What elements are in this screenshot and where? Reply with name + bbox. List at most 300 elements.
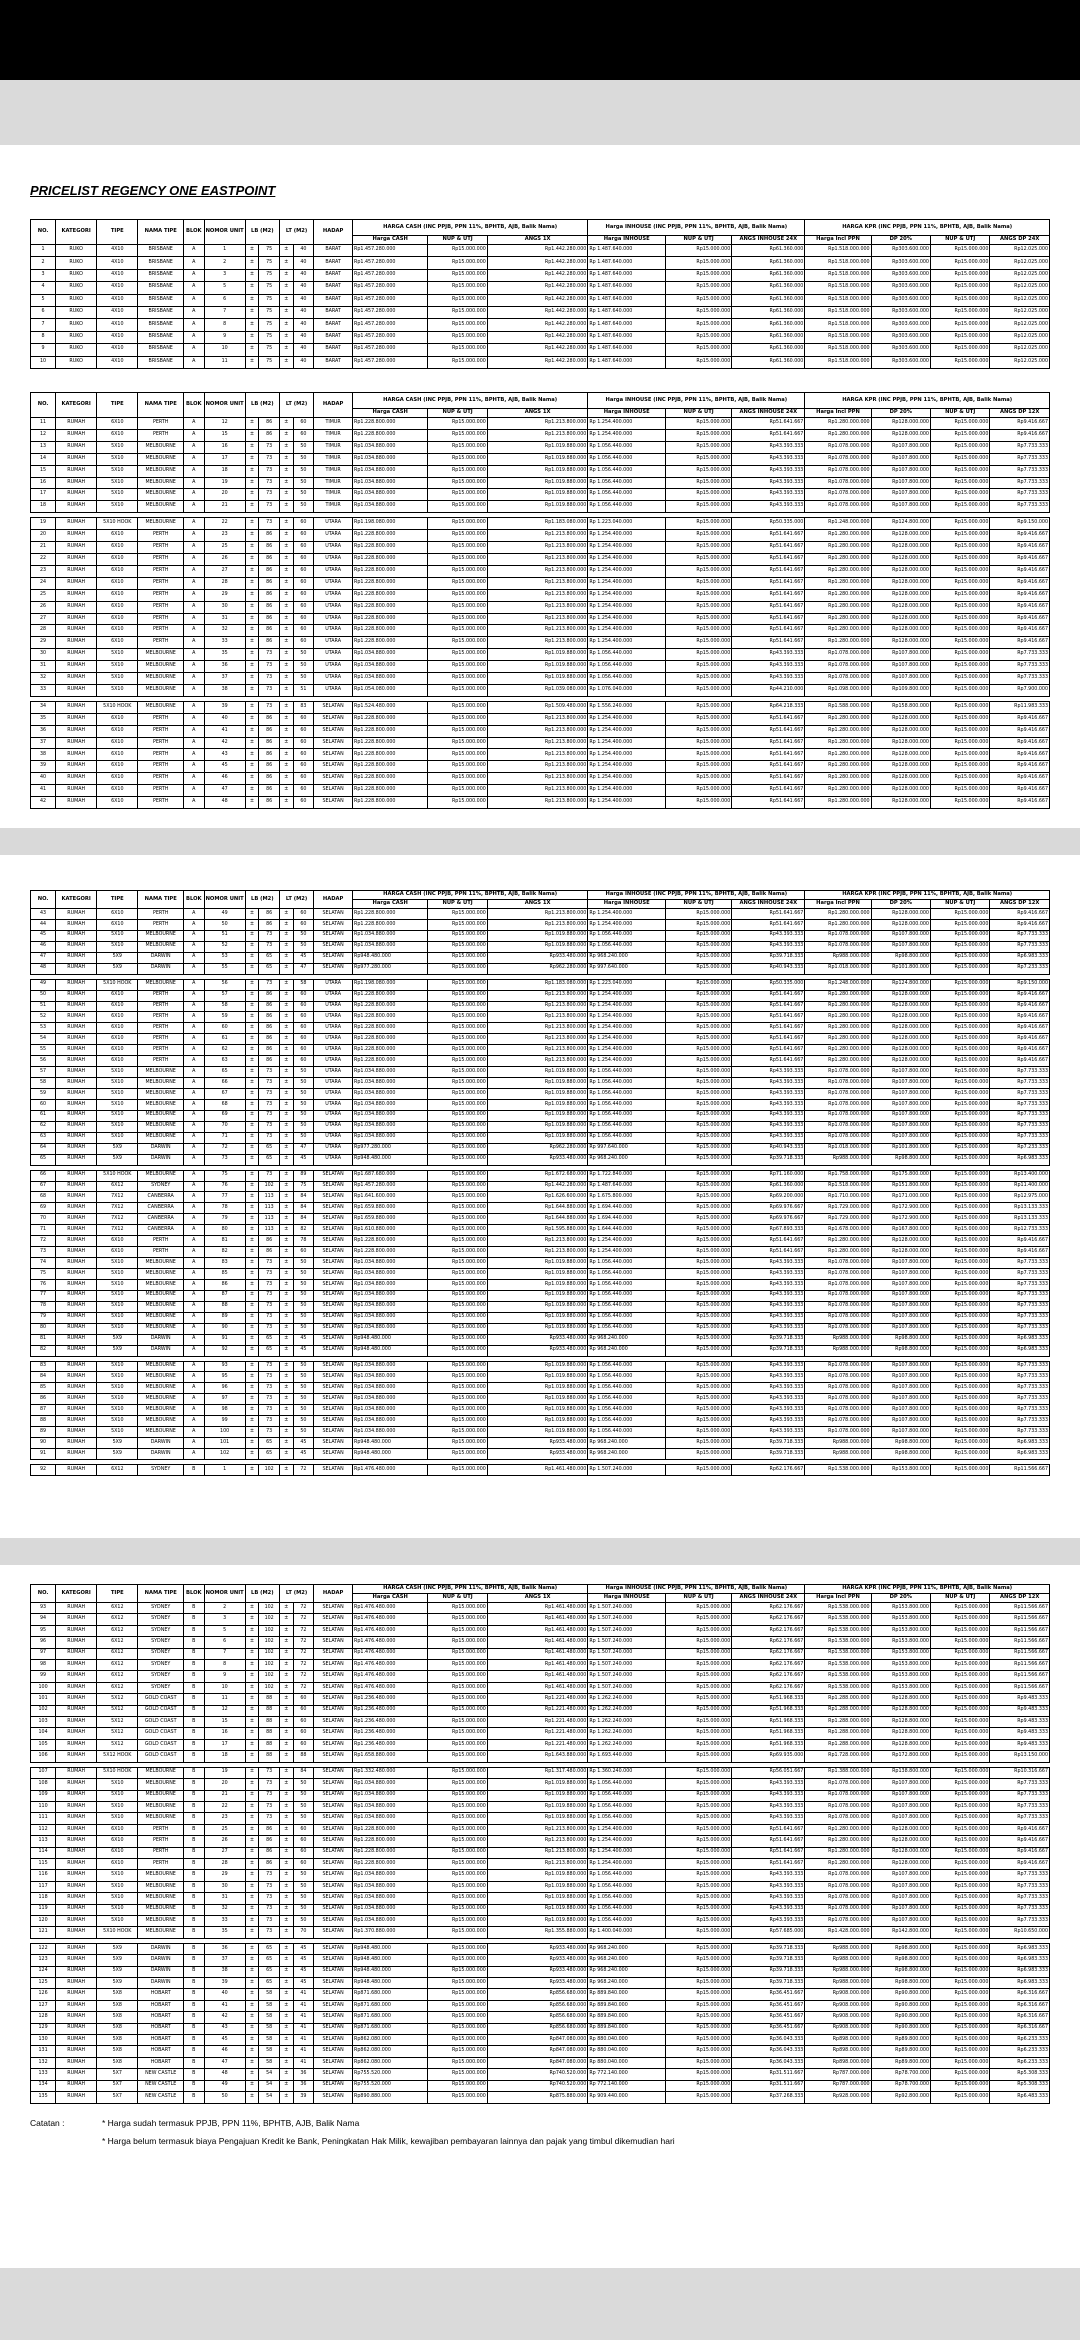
- table-cell: 60: [293, 785, 314, 797]
- table-cell: Rp15.000.000: [428, 1625, 487, 1636]
- table-cell: 69: [204, 1110, 245, 1121]
- table-cell: A: [184, 331, 205, 343]
- table-cell: Rp43.393.333: [732, 501, 805, 513]
- table-cell: Rp1.228.800.000: [353, 565, 428, 577]
- table-cell: Rp43.393.333: [732, 1904, 805, 1915]
- table-cell: Rp1.280.000.000: [805, 1056, 871, 1067]
- table-cell: Rp15.000.000: [428, 2000, 487, 2011]
- table-cell: UTARA: [314, 1121, 353, 1132]
- table-cell: PERTH: [138, 725, 184, 737]
- table-cell: Rp15.000.000: [931, 1836, 990, 1847]
- table-cell: MELBOURNE: [138, 1790, 184, 1801]
- table-cell: 75: [259, 356, 280, 368]
- table-cell: Rp15.000.000: [931, 2080, 990, 2091]
- table-cell: Rp 1.487.640.000: [588, 282, 666, 294]
- table-cell: Rp1.078.000.000: [805, 477, 871, 489]
- table-cell: A: [184, 1203, 205, 1214]
- table-cell: Rp1.078.000.000: [805, 1372, 871, 1383]
- table-cell: ±: [245, 1361, 259, 1372]
- table-cell: 45: [293, 1943, 314, 1954]
- table-cell: Rp107.800.000: [871, 941, 930, 952]
- table-cell: SYDNEY: [138, 1614, 184, 1625]
- table-cell: ±: [245, 1143, 259, 1154]
- table-cell: UTARA: [314, 613, 353, 625]
- table-cell: MELBOURNE: [138, 477, 184, 489]
- table-cell: Rp11.566.667: [990, 1648, 1050, 1659]
- table-cell: Rp1.034.880.000: [353, 489, 428, 501]
- table-cell: UTARA: [314, 1034, 353, 1045]
- table-cell: Rp1.019.880.000: [487, 1801, 588, 1812]
- table-cell: 60: [204, 1023, 245, 1034]
- table-cell: Rp51.641.667: [732, 565, 805, 577]
- table-cell: 23: [204, 530, 245, 542]
- table-cell: Rp15.000.000: [428, 684, 487, 696]
- table-cell: Rp948.480.000: [353, 1943, 428, 1954]
- table-cell: 41: [293, 2012, 314, 2023]
- table-cell: 45: [293, 1978, 314, 1989]
- table-cell: ±: [245, 1269, 259, 1280]
- table-cell: ±: [245, 1236, 259, 1247]
- table-cell: CANBERRA: [138, 1225, 184, 1236]
- table-cell: 39: [204, 1978, 245, 1989]
- table-cell: Rp1.213.800.000: [487, 737, 588, 749]
- table-cell: ±: [279, 1966, 293, 1977]
- table-cell: Rp15.000.000: [666, 990, 732, 1001]
- table-cell: 38: [31, 749, 56, 761]
- table-cell: 45: [293, 952, 314, 963]
- table-cell: Rp15.000.000: [666, 963, 732, 974]
- table-cell: ±: [279, 1682, 293, 1693]
- table-cell: ±: [245, 1625, 259, 1636]
- table-cell: Rp15.000.000: [666, 2023, 732, 2034]
- table-cell: ±: [279, 1694, 293, 1705]
- table-cell: ±: [245, 1824, 259, 1835]
- table-cell: Rp15.000.000: [666, 1904, 732, 1915]
- table-cell: ±: [245, 418, 259, 430]
- table-cell: 4X10: [97, 306, 138, 318]
- table-row: [31, 979, 1050, 990]
- table-cell: Rp98.800.000: [871, 1955, 930, 1966]
- table-cell: 73: [259, 1301, 280, 1312]
- table-cell: PERTH: [138, 1247, 184, 1258]
- table-cell: MELBOURNE: [138, 1416, 184, 1427]
- table-cell: Rp15.000.000: [666, 2000, 732, 2011]
- table-cell: BARAT: [314, 282, 353, 294]
- table-cell: Rp15.000.000: [931, 1943, 990, 1954]
- table-cell: SELATAN: [314, 1989, 353, 2000]
- table-cell: UTARA: [314, 1089, 353, 1100]
- table-cell: 50: [293, 1301, 314, 1312]
- table-cell: 86: [259, 589, 280, 601]
- table-cell: RUMAH: [56, 553, 97, 565]
- table-cell: 131: [31, 2046, 56, 2057]
- table-cell: Rp1.213.800.000: [487, 1824, 588, 1835]
- table-cell: 6X10: [97, 909, 138, 920]
- table-cell: ±: [245, 453, 259, 465]
- table-cell: SELATAN: [314, 1279, 353, 1290]
- table-cell: ±: [279, 1001, 293, 1012]
- table-cell: 5X10: [97, 1099, 138, 1110]
- table-cell: Rp1.034.880.000: [353, 1099, 428, 1110]
- table-cell: Rp1.280.000.000: [805, 1045, 871, 1056]
- table-cell: 7X12: [97, 1225, 138, 1236]
- table-cell: 47: [204, 2057, 245, 2068]
- table-cell: Rp1.280.000.000: [805, 418, 871, 430]
- table-cell: 5X10: [97, 1269, 138, 1280]
- table-cell: 5X9: [97, 1143, 138, 1154]
- table-cell: A: [184, 356, 205, 368]
- table-cell: 29: [31, 637, 56, 649]
- table-cell: A: [184, 1236, 205, 1247]
- table-cell: Rp51.641.667: [732, 1012, 805, 1023]
- table-cell: 4X10: [97, 245, 138, 257]
- table-cell: Rp15.000.000: [931, 2069, 990, 2080]
- table-cell: Rp1.078.000.000: [805, 1279, 871, 1290]
- table-cell: ±: [279, 2023, 293, 2034]
- table-cell: ±: [279, 331, 293, 343]
- table-cell: Rp107.800.000: [871, 453, 930, 465]
- table-cell: ±: [279, 1660, 293, 1671]
- table-cell: ±: [245, 1779, 259, 1790]
- table-cell: 73: [259, 930, 280, 941]
- table-cell: ±: [245, 2092, 259, 2104]
- table-cell: Rp1.538.000.000: [805, 1603, 871, 1614]
- table-cell: RUMAH: [56, 1955, 97, 1966]
- table-cell: 60: [293, 990, 314, 1001]
- table-cell: 86: [259, 637, 280, 649]
- table-cell: 5X9: [97, 1345, 138, 1356]
- table-cell: 60: [293, 418, 314, 430]
- table-cell: Rp1.034.880.000: [353, 1801, 428, 1812]
- table-cell: ±: [279, 1893, 293, 1904]
- table-cell: 6X12: [97, 1637, 138, 1648]
- table-cell: Rp51.641.667: [732, 761, 805, 773]
- table-cell: Rp 1.254.400.000: [588, 613, 666, 625]
- table-cell: 88: [31, 1416, 56, 1427]
- table-cell: Rp43.393.333: [732, 1813, 805, 1824]
- table-cell: SELATAN: [314, 1345, 353, 1356]
- table-cell: Rp1.213.800.000: [487, 637, 588, 649]
- table-cell: RUMAH: [56, 713, 97, 725]
- table-cell: 4: [31, 282, 56, 294]
- table-cell: Rp128.000.000: [871, 1034, 930, 1045]
- table-cell: Rp11.566.667: [990, 1603, 1050, 1614]
- table-cell: Rp1.461.480.000: [487, 1648, 588, 1659]
- table-cell: RUKO: [56, 306, 97, 318]
- table-cell: Rp933.480.000: [487, 952, 588, 963]
- table-cell: Rp898.000.000: [805, 2046, 871, 2057]
- table-cell: HOBART: [138, 2057, 184, 2068]
- table-cell: Rp7.733.333: [990, 1312, 1050, 1323]
- table-cell: Rp39.718.333: [732, 1345, 805, 1356]
- table-cell: 40: [293, 306, 314, 318]
- table-cell: 116: [31, 1870, 56, 1881]
- table-cell: Rp1.034.880.000: [353, 501, 428, 513]
- table-cell: 5X8: [97, 2000, 138, 2011]
- table-cell: 6: [31, 306, 56, 318]
- table-cell: 45: [204, 761, 245, 773]
- table-cell: Rp1.476.480.000: [353, 1614, 428, 1625]
- table-cell: 76: [31, 1279, 56, 1290]
- table-cell: 31: [204, 613, 245, 625]
- table-cell: 36: [31, 725, 56, 737]
- table-row: [31, 453, 1050, 465]
- table-cell: ±: [279, 1847, 293, 1858]
- table-cell: ±: [245, 625, 259, 637]
- table-cell: Rp43.393.333: [732, 1067, 805, 1078]
- table-cell: Rp 1.056.440.000: [588, 1394, 666, 1405]
- table-cell: Rp6.316.667: [990, 1989, 1050, 2000]
- table-row: [31, 2023, 1050, 2034]
- table-cell: 36: [293, 2069, 314, 2080]
- table-row: [31, 1279, 1050, 1290]
- table-cell: SELATAN: [314, 1290, 353, 1301]
- table-cell: RUMAH: [56, 1694, 97, 1705]
- table-cell: Rp 968.240.000: [588, 1943, 666, 1954]
- table-cell: Rp1.280.000.000: [805, 589, 871, 601]
- table-cell: UTARA: [314, 577, 353, 589]
- table-cell: GOLD COAST: [138, 1751, 184, 1762]
- table-cell: Rp1.641.600.000: [353, 1192, 428, 1203]
- table-cell: ±: [245, 1751, 259, 1762]
- table-cell: 65: [259, 1966, 280, 1977]
- table-cell: Rp9.416.667: [990, 418, 1050, 430]
- table-cell: Rp15.000.000: [931, 565, 990, 577]
- table-cell: Rp 968.240.000: [588, 952, 666, 963]
- table-cell: PERTH: [138, 1236, 184, 1247]
- table-cell: Rp1.280.000.000: [805, 761, 871, 773]
- table-row: [31, 737, 1050, 749]
- table-row: [31, 1449, 1050, 1460]
- col-header-harga-incl-ppn: Harga Incl PPN: [805, 236, 871, 245]
- table-cell: Rp15.000.000: [931, 1301, 990, 1312]
- table-cell: RUMAH: [56, 625, 97, 637]
- group-header-kpr: HARGA KPR (INC PPJB, PPN 11%, BPHTB, AJB, Balik Nama): [805, 891, 1050, 900]
- table-cell: 22: [204, 1801, 245, 1812]
- table-cell: Rp15.000.000: [931, 1345, 990, 1356]
- table-cell: ±: [245, 282, 259, 294]
- table-cell: Rp107.800.000: [871, 489, 930, 501]
- table-cell: Rp1.034.880.000: [353, 1290, 428, 1301]
- table-cell: Rp15.000.000: [666, 773, 732, 785]
- table-cell: Rp15.000.000: [428, 673, 487, 685]
- table-cell: 15: [31, 465, 56, 477]
- table-cell: Rp15.000.000: [666, 489, 732, 501]
- table-cell: Rp1.034.880.000: [353, 441, 428, 453]
- table-cell: ±: [245, 501, 259, 513]
- table-cell: Rp15.000.000: [666, 418, 732, 430]
- table-cell: SELATAN: [314, 1978, 353, 1989]
- table-cell: 100: [204, 1427, 245, 1438]
- table-cell: 40: [293, 245, 314, 257]
- table-row: [31, 331, 1050, 343]
- table-cell: 41: [293, 2035, 314, 2046]
- table-cell: 60: [293, 1034, 314, 1045]
- table-cell: Rp1.236.480.000: [353, 1728, 428, 1739]
- table-cell: Rp1.228.800.000: [353, 797, 428, 809]
- table-cell: Rp153.800.000: [871, 1660, 930, 1671]
- table-cell: ±: [245, 1247, 259, 1258]
- table-row: [31, 1464, 1050, 1475]
- table-row: [31, 673, 1050, 685]
- table-cell: Rp15.000.000: [428, 1717, 487, 1728]
- table-cell: Rp15.000.000: [428, 2035, 487, 2046]
- table-cell: ±: [245, 1045, 259, 1056]
- table-cell: 7: [204, 1648, 245, 1659]
- table-cell: Rp1.213.800.000: [487, 625, 588, 637]
- table-cell: 50: [293, 1132, 314, 1143]
- table-cell: Rp15.000.000: [931, 1694, 990, 1705]
- group-header-inhouse: Harga INHOUSE (INC PPJB, PPN 11%, BPHTB, AJB, Balik Nama): [588, 220, 805, 236]
- table-cell: A: [184, 319, 205, 331]
- table-cell: 44: [31, 919, 56, 930]
- table-cell: RUMAH: [56, 963, 97, 974]
- table-cell: 43: [204, 2023, 245, 2034]
- table-cell: Rp787.000.000: [805, 2080, 871, 2091]
- table-cell: 73: [259, 1927, 280, 1938]
- table-cell: 92: [31, 1464, 56, 1475]
- table-cell: Rp1.019.880.000: [487, 1915, 588, 1926]
- table-cell: 72: [293, 1603, 314, 1614]
- table-cell: 39: [204, 701, 245, 713]
- table-cell: Rp107.800.000: [871, 441, 930, 453]
- table-cell: Rp43.393.333: [732, 1416, 805, 1427]
- table-cell: UTARA: [314, 1078, 353, 1089]
- table-cell: Rp1.078.000.000: [805, 501, 871, 513]
- table-cell: ±: [279, 1717, 293, 1728]
- table-cell: 67: [31, 1181, 56, 1192]
- table-cell: Rp1.019.880.000: [487, 501, 588, 513]
- table-cell: 126: [31, 1989, 56, 2000]
- table-cell: 133: [31, 2069, 56, 2080]
- table-cell: 72: [293, 1660, 314, 1671]
- table-cell: Rp15.000.000: [931, 979, 990, 990]
- table-row: [31, 245, 1050, 257]
- table-cell: Rp15.000.000: [931, 1099, 990, 1110]
- table-cell: ±: [245, 1023, 259, 1034]
- table-cell: 108: [31, 1779, 56, 1790]
- table-cell: Rp15.000.000: [931, 1464, 990, 1475]
- table-cell: Rp43.393.333: [732, 1132, 805, 1143]
- table-cell: Rp 1.507.240.000: [588, 1625, 666, 1636]
- table-cell: Rp11.983.333: [990, 701, 1050, 713]
- table-cell: Rp303.600.000: [871, 319, 930, 331]
- table-cell: 5X10: [97, 1893, 138, 1904]
- table-cell: Rp15.000.000: [931, 1269, 990, 1280]
- table-cell: SELATAN: [314, 1323, 353, 1334]
- table-cell: Rp908.000.000: [805, 2023, 871, 2034]
- table-cell: ±: [245, 2000, 259, 2011]
- table-cell: Rp7.733.333: [990, 453, 1050, 465]
- table-cell: BARAT: [314, 306, 353, 318]
- table-cell: RUMAH: [56, 1154, 97, 1165]
- table-cell: 102: [259, 1682, 280, 1693]
- table-cell: Rp1.457.280.000: [353, 245, 428, 257]
- table-cell: Rp56.051.667: [732, 1767, 805, 1778]
- table-row: [31, 1694, 1050, 1705]
- table-cell: ±: [279, 2046, 293, 2057]
- table-cell: ±: [245, 2069, 259, 2080]
- table-cell: 73: [259, 1290, 280, 1301]
- table-cell: Rp1.213.800.000: [487, 1236, 588, 1247]
- table-cell: Rp1.078.000.000: [805, 1779, 871, 1790]
- table-cell: 6X12: [97, 1464, 138, 1475]
- table-cell: Rp 1.254.400.000: [588, 749, 666, 761]
- table-cell: 50: [293, 1110, 314, 1121]
- table-cell: 6X10: [97, 565, 138, 577]
- table-cell: ±: [245, 319, 259, 331]
- table-cell: 83: [31, 1361, 56, 1372]
- table-cell: B: [184, 1751, 205, 1762]
- table-cell: 72: [293, 1682, 314, 1693]
- table-cell: Rp15.000.000: [666, 673, 732, 685]
- table-cell: Rp172.800.000: [871, 1751, 930, 1762]
- table-cell: Rp 1.507.240.000: [588, 1464, 666, 1475]
- table-cell: A: [184, 785, 205, 797]
- table-cell: MELBOURNE: [138, 1078, 184, 1089]
- table-cell: B: [184, 2069, 205, 2080]
- table-cell: 49: [204, 909, 245, 920]
- table-cell: Rp1.078.000.000: [805, 1790, 871, 1801]
- table-cell: 8: [204, 1660, 245, 1671]
- table-cell: A: [184, 1416, 205, 1427]
- table-cell: Rp15.000.000: [428, 2080, 487, 2091]
- table-cell: RUMAH: [56, 2057, 97, 2068]
- table-cell: Rp61.360.000: [732, 319, 805, 331]
- table-cell: Rp 1.254.400.000: [588, 553, 666, 565]
- table-cell: 47: [293, 1143, 314, 1154]
- table-cell: 6X10: [97, 1236, 138, 1247]
- table-cell: RUMAH: [56, 1449, 97, 1460]
- table-cell: Rp 1.056.440.000: [588, 489, 666, 501]
- table-cell: SYDNEY: [138, 1637, 184, 1648]
- col-header-harga-cash: Harga CASH: [353, 900, 428, 909]
- table-cell: 4X10: [97, 344, 138, 356]
- table-cell: Rp1.213.800.000: [487, 725, 588, 737]
- table-cell: 60: [293, 725, 314, 737]
- table-cell: 6X10: [97, 1012, 138, 1023]
- table-row: [31, 1813, 1050, 1824]
- table-cell: Rp43.393.333: [732, 1290, 805, 1301]
- table-cell: Rp1.034.880.000: [353, 1132, 428, 1143]
- table-cell: 62: [31, 1121, 56, 1132]
- table-cell: RUMAH: [56, 1312, 97, 1323]
- table-cell: 47: [31, 952, 56, 963]
- table-cell: Rp7.733.333: [990, 1301, 1050, 1312]
- table-cell: Rp15.000.000: [666, 1181, 732, 1192]
- table-cell: Rp15.000.000: [428, 1023, 487, 1034]
- table-row: [31, 773, 1050, 785]
- table-cell: B: [184, 2057, 205, 2068]
- table-cell: Rp61.360.000: [732, 1181, 805, 1192]
- table-cell: ±: [279, 1110, 293, 1121]
- group-header-inhouse: Harga INHOUSE (INC PPJB, PPN 11%, BPHTB, AJB, Balik Nama): [588, 393, 805, 409]
- table-cell: ±: [245, 1989, 259, 2000]
- table-cell: SELATAN: [314, 1603, 353, 1614]
- table-cell: ±: [279, 713, 293, 725]
- table-cell: BARAT: [314, 331, 353, 343]
- table-cell: Rp15.000.000: [666, 1438, 732, 1449]
- table-cell: MELBOURNE: [138, 930, 184, 941]
- table-cell: Rp15.000.000: [428, 1603, 487, 1614]
- col-header-kategori: KATEGORI: [56, 393, 97, 418]
- table-cell: Rp15.000.000: [428, 909, 487, 920]
- table-cell: Rp15.000.000: [428, 1915, 487, 1926]
- table-cell: SELATAN: [314, 1427, 353, 1438]
- table-cell: Rp1.476.480.000: [353, 1637, 428, 1648]
- table-cell: 5X10: [97, 501, 138, 513]
- table-cell: Rp172.900.000: [871, 1203, 930, 1214]
